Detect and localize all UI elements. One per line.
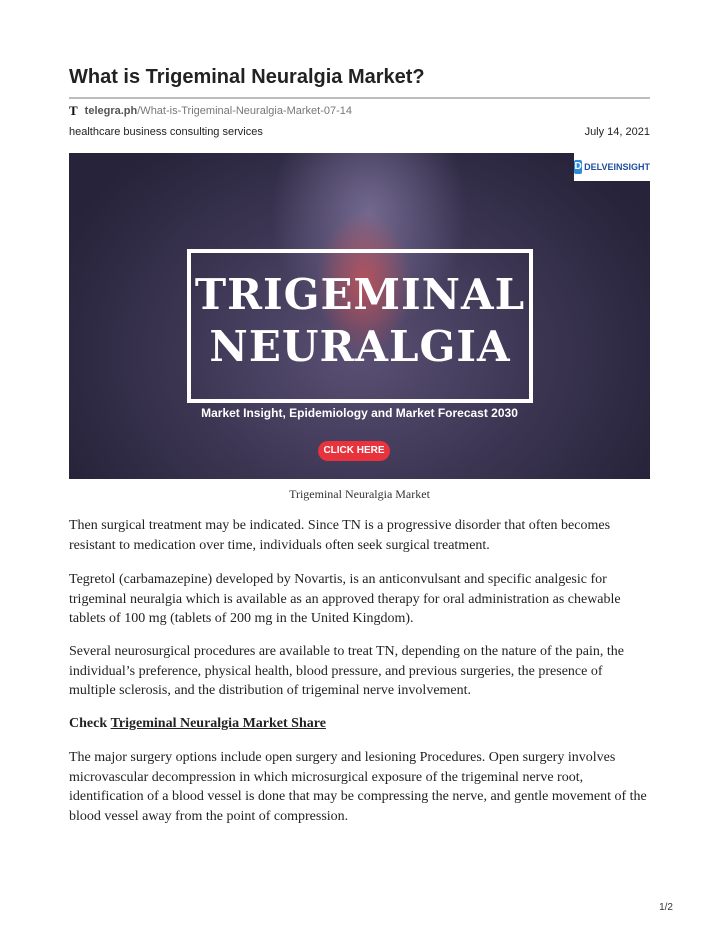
article-meta: [69, 126, 650, 138]
hero-image[interactable]: [69, 153, 650, 479]
logo-mark-icon: D: [574, 161, 582, 172]
image-caption: Trigeminal Neuralgia Market: [289, 487, 430, 501]
article-title: What is Trigeminal Neuralgia Market?: [69, 66, 425, 88]
hero-subtitle: Market Insight, Epidemiology and Market Forecast 2030: [201, 406, 518, 420]
check-line: [69, 714, 650, 734]
paragraph-1: Then surgical treatment may be indicated. Since TN is a progressive disorder that often becomes resistant to medication over time, individuals often seek surgical treatment.: [69, 518, 611, 553]
source-path[interactable]: /What-is-Trigeminal-Neuralgia-Market-07-14: [137, 105, 353, 117]
logo-text: DELVEINSIGHT: [584, 162, 650, 172]
source-line[interactable]: [69, 103, 352, 119]
check-prefix: Check: [69, 716, 108, 731]
headline-line-2: NEURALGIA: [209, 322, 511, 371]
page-number: 1/2: [659, 902, 673, 913]
hero-headline: [187, 269, 533, 373]
paragraph-2: Tegretol (carbamazepine) developed by Novartis, is an anticonvulsant and specific analgesic for trigeminal neuralgia which is available as an approved therapy for oral administration as chewable tablets of 100 mg (tablets of 200 mg in the United Kingdom).: [69, 572, 621, 626]
title-divider: [69, 97, 650, 99]
headline-line-1: TRIGEMINAL: [194, 270, 526, 319]
click-here-button[interactable]: CLICK HERE: [318, 441, 390, 461]
article-author: healthcare business consulting services: [69, 126, 263, 138]
market-share-link[interactable]: Trigeminal Neuralgia Market Share: [110, 716, 326, 731]
article-date: July 14, 2021: [584, 126, 650, 138]
telegraph-icon: T: [69, 103, 78, 118]
source-domain[interactable]: telegra.ph: [84, 105, 138, 117]
paragraph-5: The major surgery options include open surgery and lesioning Procedures. Open surgery involves microvascular decompression in which microsurgical exposure of the trigeminal nerve root, identification of a blood vessel is done that may be compressing the nerve, and gentle movement of the blood vessel away from the point of compression.: [69, 750, 647, 824]
delveinsight-logo: [574, 153, 650, 181]
paragraph-3: Several neurosurgical procedures are available to treat TN, depending on the nature of the pain, the individual’s preference, physical health, blood pressure, and previous surgeries, the presence of multiple sclerosis, and the distribution of trigeminal nerve involvement.: [69, 644, 624, 698]
